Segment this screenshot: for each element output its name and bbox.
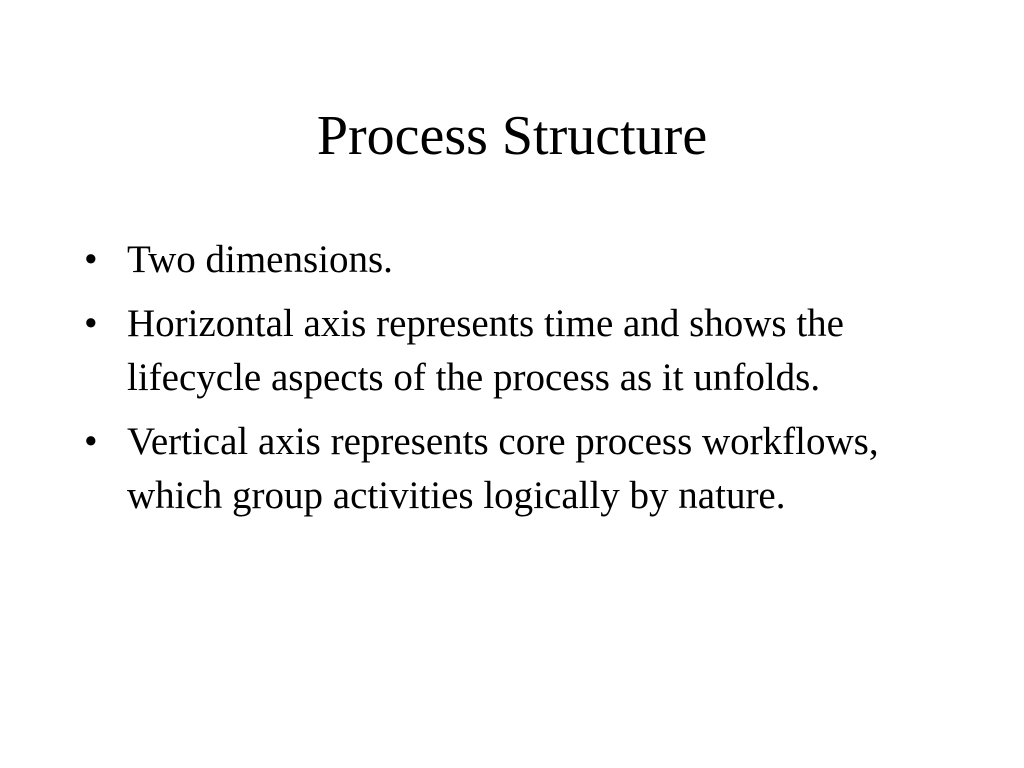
bullet-item [84, 233, 944, 287]
bullet-list [84, 233, 944, 533]
slide-title: Process Structure [316, 105, 708, 167]
bullet-text: Horizontal axis represents time and shows the lifecycle aspects of the process as it unfolds. [127, 302, 844, 399]
bullet-item [84, 297, 944, 405]
bullet-icon: • [84, 420, 98, 463]
bullet-text: Two dimensions. [127, 238, 393, 281]
bullet-icon: • [84, 238, 98, 281]
bullet-text: Vertical axis represents core process workflows, which group activities logically by nature. [127, 420, 879, 517]
bullet-icon: • [84, 302, 98, 345]
bullet-item [84, 415, 944, 523]
